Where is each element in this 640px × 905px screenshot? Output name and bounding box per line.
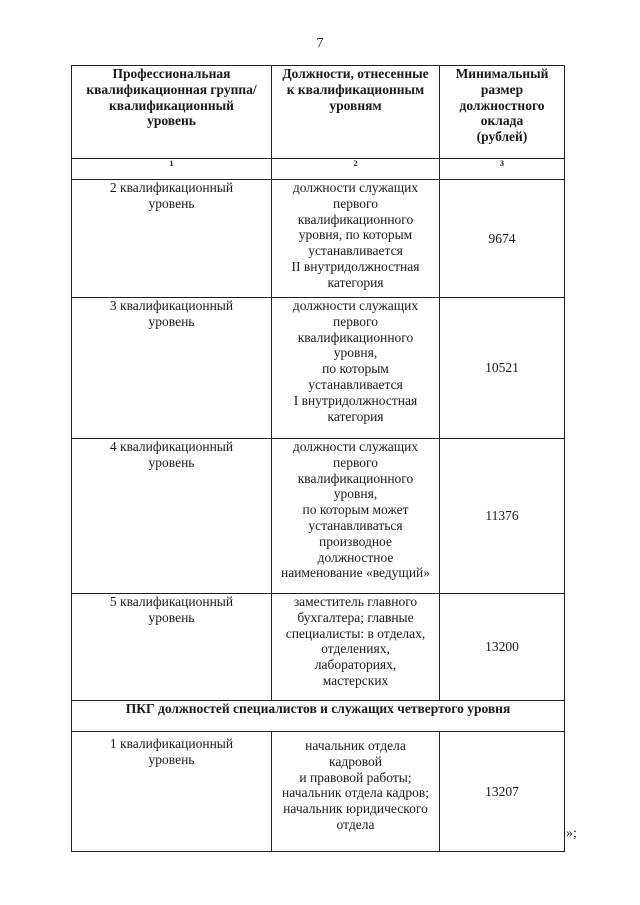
salary-value: 11376 <box>440 439 565 594</box>
table-row <box>72 732 565 852</box>
positions-cell: начальник отдела кадровой и правовой работы; начальник отдела кадров; начальник юридического отдела <box>272 732 440 852</box>
closing-mark: »; <box>566 826 577 841</box>
qualification-level: 5 квалификационный уровень <box>72 594 272 701</box>
qualification-level: 4 квалификационный уровень <box>72 439 272 594</box>
table-header-row <box>72 66 565 159</box>
page-number: 7 <box>316 36 324 51</box>
group-heading: ПКГ должностей специалистов и служащих четвертого уровня <box>72 701 565 732</box>
header-qualification-group: Профессиональная квалификационная группа/ квалификационный уровень <box>72 66 272 159</box>
qualification-level: 3 квалификационный уровень <box>72 298 272 439</box>
column-number: 1 <box>72 159 272 180</box>
qualification-level: 1 квалификационный уровень <box>72 732 272 852</box>
positions-cell: должности служащих первого квалификационного уровня, по которым устанавливается II внутридолжностная категория <box>272 180 440 298</box>
salary-value: 13200 <box>440 594 565 701</box>
column-number: 3 <box>440 159 565 180</box>
column-number: 2 <box>272 159 440 180</box>
table-row <box>72 180 565 298</box>
header-min-salary: Минимальный размер должностного оклада (рублей) <box>440 66 565 159</box>
salary-value: 10521 <box>440 298 565 439</box>
table-row <box>72 439 565 594</box>
header-positions: Должности, отнесенные к квалификационным уровням <box>272 66 440 159</box>
salary-value: 9674 <box>440 180 565 298</box>
table-row <box>72 298 565 439</box>
positions-cell: должности служащих первого квалификационного уровня, по которым устанавливается I внутридолжностная категория <box>272 298 440 439</box>
table-row <box>72 594 565 701</box>
column-number-row <box>72 159 565 180</box>
salary-value: 13207 <box>440 732 565 852</box>
positions-cell: должности служащих первого квалификационного уровня, по которым может устанавливаться производное должностное наименование «ведущий» <box>272 439 440 594</box>
group-heading-row <box>72 701 565 732</box>
qualification-level: 2 квалификационный уровень <box>72 180 272 298</box>
positions-cell: заместитель главного бухгалтера; главные специалисты: в отделах, отделениях, лабораториях, мастерских <box>272 594 440 701</box>
salary-table <box>71 65 565 852</box>
